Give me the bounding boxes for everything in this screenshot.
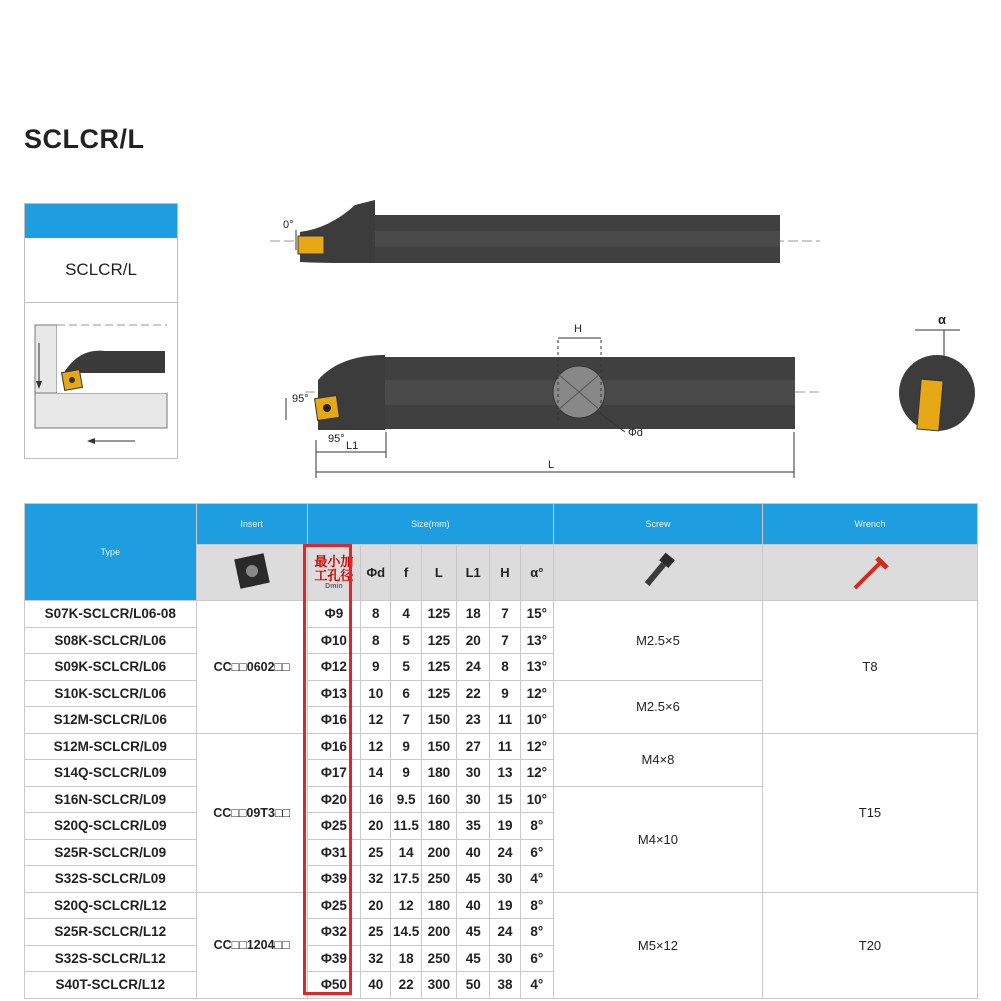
cell-dmin: Φ17 — [307, 760, 361, 787]
cell-l1: 35 — [457, 813, 490, 840]
cell-f: 14.5 — [391, 919, 421, 946]
cell-alpha: 12° — [520, 760, 553, 787]
cell-dmin: Φ39 — [307, 945, 361, 972]
cell-phid: 25 — [361, 919, 391, 946]
cell-f: 6 — [391, 680, 421, 707]
cell-alpha: 4° — [520, 972, 553, 999]
l-dim-label: L — [548, 459, 555, 471]
cell-l: 180 — [421, 892, 456, 919]
cell-f: 5 — [391, 627, 421, 654]
cell-f: 7 — [391, 707, 421, 734]
header-insert: Insert — [196, 504, 307, 545]
cell-wrench: T20 — [762, 892, 977, 998]
cell-f: 5 — [391, 654, 421, 681]
cell-f: 12 — [391, 892, 421, 919]
cell-phid: 9 — [361, 654, 391, 681]
cell-insert: CC□□09T3□□ — [196, 733, 307, 892]
spec-table — [24, 503, 978, 999]
cell-h: 11 — [490, 707, 520, 734]
cell-type: S12M-SCLCR/L06 — [25, 707, 197, 734]
angle-top-label: 0° — [283, 219, 294, 231]
cell-h: 8 — [490, 654, 520, 681]
cell-h: 7 — [490, 627, 520, 654]
cell-phid: 12 — [361, 733, 391, 760]
cell-l1: 40 — [457, 839, 490, 866]
cell-alpha: 13° — [520, 627, 553, 654]
cell-alpha: 6° — [520, 945, 553, 972]
cell-l1: 45 — [457, 945, 490, 972]
header-wrench: Wrench — [762, 504, 977, 545]
cell-dmin: Φ50 — [307, 972, 361, 999]
cell-type: S25R-SCLCR/L12 — [25, 919, 197, 946]
phid-dim-label: Φd — [628, 427, 643, 439]
cell-dmin: Φ13 — [307, 680, 361, 707]
cell-h: 9 — [490, 680, 520, 707]
side-tool-view — [286, 323, 820, 478]
cell-dmin: Φ31 — [307, 839, 361, 866]
cell-h: 7 — [490, 601, 520, 628]
header-alpha: α° — [520, 545, 553, 601]
cell-dmin: Φ10 — [307, 627, 361, 654]
cell-type: S20Q-SCLCR/L09 — [25, 813, 197, 840]
cell-f: 14 — [391, 839, 421, 866]
cell-wrench: T15 — [762, 733, 977, 892]
cell-alpha: 8° — [520, 813, 553, 840]
cell-screw: M4×10 — [553, 786, 762, 892]
cell-l: 125 — [421, 680, 456, 707]
tool-drawings — [0, 0, 1001, 500]
alpha-label: α — [938, 312, 946, 327]
cell-f: 9.5 — [391, 786, 421, 813]
header-phid: Φd — [361, 545, 391, 601]
cell-phid: 25 — [361, 839, 391, 866]
cell-h: 11 — [490, 733, 520, 760]
l1-dim-label: L1 — [346, 440, 359, 452]
cell-l1: 18 — [457, 601, 490, 628]
cell-type: S32S-SCLCR/L09 — [25, 866, 197, 893]
cell-l1: 20 — [457, 627, 490, 654]
cell-alpha: 10° — [520, 786, 553, 813]
cell-l: 200 — [421, 919, 456, 946]
insert-image — [196, 545, 307, 601]
cell-type: S16N-SCLCR/L09 — [25, 786, 197, 813]
cell-phid: 32 — [361, 866, 391, 893]
top-tool-view — [270, 200, 820, 263]
cell-dmin: Φ25 — [307, 813, 361, 840]
cell-f: 9 — [391, 733, 421, 760]
cell-alpha: 4° — [520, 866, 553, 893]
cell-l: 125 — [421, 654, 456, 681]
cell-dmin: Φ9 — [307, 601, 361, 628]
cell-h: 30 — [490, 866, 520, 893]
cell-f: 17.5 — [391, 866, 421, 893]
cell-alpha: 10° — [520, 707, 553, 734]
cell-dmin: Φ16 — [307, 733, 361, 760]
table-row — [25, 733, 978, 760]
cell-l: 150 — [421, 733, 456, 760]
header-h: H — [490, 545, 520, 601]
cell-f: 9 — [391, 760, 421, 787]
cell-f: 11.5 — [391, 813, 421, 840]
wrench-image — [762, 545, 977, 601]
cell-h: 24 — [490, 919, 520, 946]
cell-screw: M2.5×6 — [553, 680, 762, 733]
end-view — [899, 312, 975, 431]
cell-insert: CC□□0602□□ — [196, 601, 307, 734]
cell-h: 19 — [490, 813, 520, 840]
cell-type: S07K-SCLCR/L06-08 — [25, 601, 197, 628]
cell-wrench: T8 — [762, 601, 977, 734]
cell-screw: M4×8 — [553, 733, 762, 786]
cell-dmin: Φ16 — [307, 707, 361, 734]
cell-h: 15 — [490, 786, 520, 813]
cell-alpha: 12° — [520, 733, 553, 760]
header-l: L — [421, 545, 456, 601]
h-dim-label: H — [574, 323, 582, 335]
cell-phid: 40 — [361, 972, 391, 999]
cell-type: S25R-SCLCR/L09 — [25, 839, 197, 866]
angle-95-top-label: 95° — [292, 393, 309, 405]
cell-l: 250 — [421, 866, 456, 893]
cell-phid: 32 — [361, 945, 391, 972]
cell-l1: 40 — [457, 892, 490, 919]
table-row — [25, 892, 978, 919]
insert-icon — [229, 548, 275, 594]
cell-alpha: 15° — [520, 601, 553, 628]
cell-phid: 20 — [361, 813, 391, 840]
cell-phid: 8 — [361, 627, 391, 654]
header-dmin: 最小加工孔径 Dmin — [307, 545, 361, 601]
header-screw: Screw — [553, 504, 762, 545]
cell-l1: 24 — [457, 654, 490, 681]
header-l1: L1 — [457, 545, 490, 601]
card-label: SCLCR/L — [25, 238, 177, 303]
cell-alpha: 8° — [520, 892, 553, 919]
cell-insert: CC□□1204□□ — [196, 892, 307, 998]
cell-h: 24 — [490, 839, 520, 866]
cell-l: 150 — [421, 707, 456, 734]
cell-l: 125 — [421, 601, 456, 628]
cell-l1: 23 — [457, 707, 490, 734]
cell-h: 38 — [490, 972, 520, 999]
cell-alpha: 12° — [520, 680, 553, 707]
cell-screw: M5×12 — [553, 892, 762, 998]
cell-alpha: 6° — [520, 839, 553, 866]
cell-h: 30 — [490, 945, 520, 972]
cell-dmin: Φ12 — [307, 654, 361, 681]
cell-phid: 14 — [361, 760, 391, 787]
cell-l1: 50 — [457, 972, 490, 999]
spec-table-body — [25, 601, 978, 999]
cell-alpha: 8° — [520, 919, 553, 946]
cell-dmin: Φ25 — [307, 892, 361, 919]
cell-phid: 12 — [361, 707, 391, 734]
cell-phid: 8 — [361, 601, 391, 628]
screw-icon — [638, 548, 678, 594]
cell-dmin: Φ20 — [307, 786, 361, 813]
cell-l1: 22 — [457, 680, 490, 707]
cell-h: 13 — [490, 760, 520, 787]
cell-h: 19 — [490, 892, 520, 919]
cell-l: 250 — [421, 945, 456, 972]
cell-l1: 27 — [457, 733, 490, 760]
cell-l: 200 — [421, 839, 456, 866]
header-size: Size(mm) — [307, 504, 553, 545]
cell-f: 18 — [391, 945, 421, 972]
cell-l1: 45 — [457, 866, 490, 893]
cell-dmin: Φ32 — [307, 919, 361, 946]
cell-type: S40T-SCLCR/L12 — [25, 972, 197, 999]
page-title: SCLCR/L — [24, 124, 145, 154]
cell-l: 180 — [421, 760, 456, 787]
cell-f: 22 — [391, 972, 421, 999]
cell-phid: 20 — [361, 892, 391, 919]
wrench-icon — [847, 548, 893, 594]
cell-phid: 10 — [361, 680, 391, 707]
cell-phid: 16 — [361, 786, 391, 813]
cell-l1: 45 — [457, 919, 490, 946]
table-row — [25, 601, 978, 628]
cell-type: S10K-SCLCR/L06 — [25, 680, 197, 707]
cell-l: 300 — [421, 972, 456, 999]
cell-type: S14Q-SCLCR/L09 — [25, 760, 197, 787]
cell-type: S08K-SCLCR/L06 — [25, 627, 197, 654]
header-type: Type — [25, 504, 197, 601]
cell-l: 180 — [421, 813, 456, 840]
cell-l: 160 — [421, 786, 456, 813]
cell-dmin: Φ39 — [307, 866, 361, 893]
cell-f: 4 — [391, 601, 421, 628]
cell-type: S20Q-SCLCR/L12 — [25, 892, 197, 919]
cell-alpha: 13° — [520, 654, 553, 681]
cell-l1: 30 — [457, 760, 490, 787]
cell-screw: M2.5×5 — [553, 601, 762, 681]
screw-image — [553, 545, 762, 601]
cell-l: 125 — [421, 627, 456, 654]
angle-95-bottom-label: 95° — [328, 433, 345, 445]
cell-type: S32S-SCLCR/L12 — [25, 945, 197, 972]
cell-l1: 30 — [457, 786, 490, 813]
cell-type: S09K-SCLCR/L06 — [25, 654, 197, 681]
cell-type: S12M-SCLCR/L09 — [25, 733, 197, 760]
header-f: f — [391, 545, 421, 601]
